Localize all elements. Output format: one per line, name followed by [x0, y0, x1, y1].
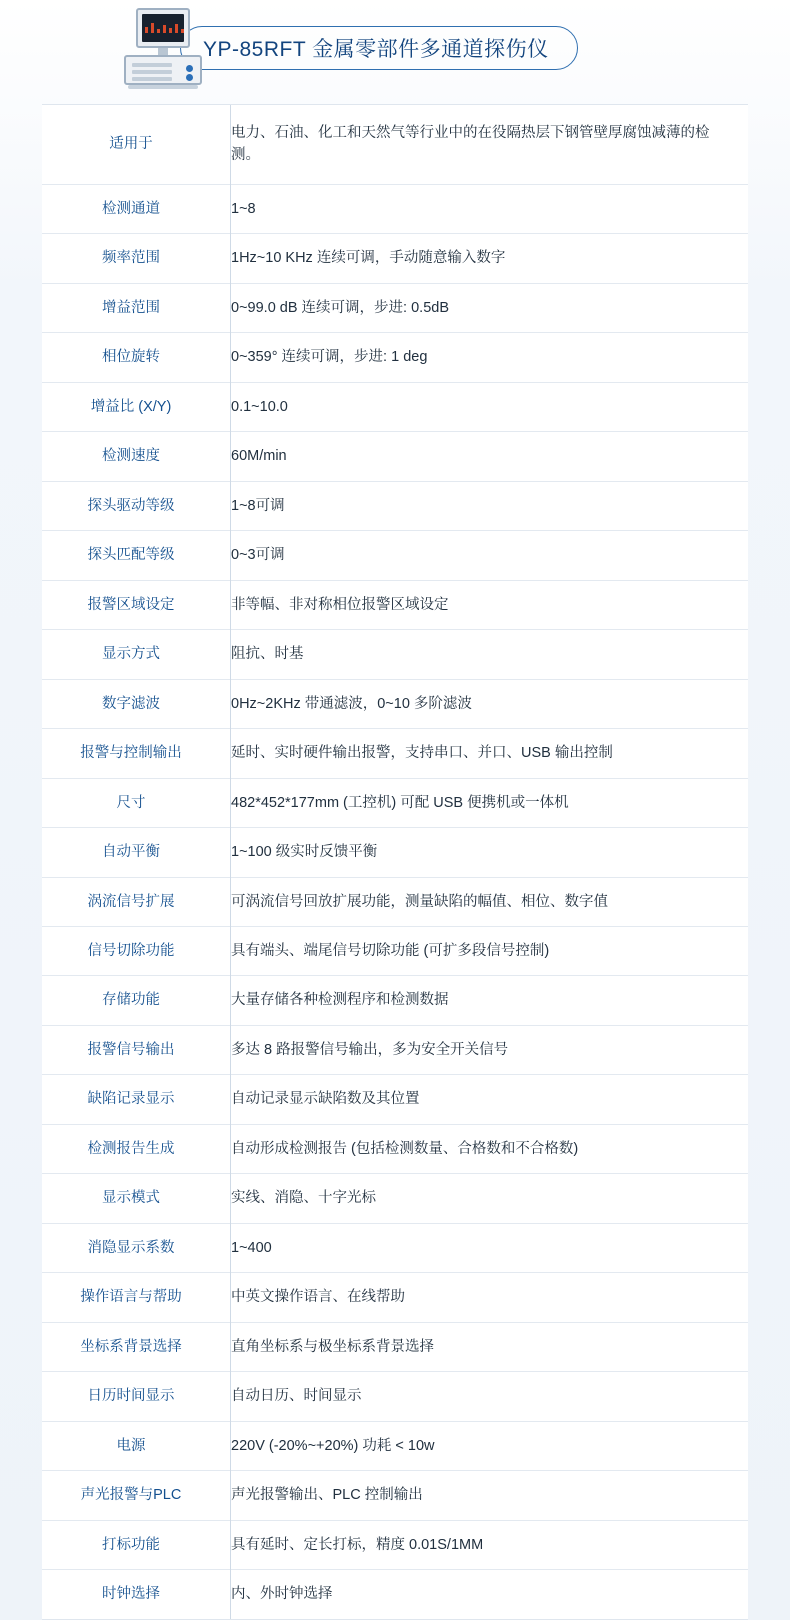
spec-value: 0Hz~2KHz 带通滤波，0~10 多阶滤波 — [231, 695, 472, 712]
spec-label: 时钟选择 — [42, 1570, 231, 1619]
spec-value: 大量存储各种检测程序和检测数据 — [231, 992, 449, 1009]
spec-label: 声光报警与PLC — [42, 1471, 231, 1520]
spec-value: 自动记录显示缺陷数及其位置 — [231, 1091, 420, 1108]
table-row — [42, 1223, 748, 1272]
spec-label: 自动平衡 — [42, 828, 231, 877]
monitor-screen-inner — [142, 14, 184, 42]
spec-value: 自动形成检测报告 (包括检测数量、合格数和不合格数) — [231, 1140, 579, 1157]
table-row — [42, 778, 748, 827]
table-row — [42, 828, 748, 877]
spec-value: 0.1~10.0 — [231, 398, 288, 415]
instrument-monitor-icon — [118, 8, 208, 90]
spec-label: 操作语言与帮助 — [42, 1273, 231, 1322]
spec-label: 探头驱动等级 — [42, 481, 231, 530]
spec-label: 打标功能 — [42, 1520, 231, 1569]
spec-value: 直角坐标系与极坐标系背景选择 — [231, 1338, 434, 1355]
spec-label: 缺陷记录显示 — [42, 1075, 231, 1124]
spec-value: 60M/min — [231, 448, 287, 465]
spec-value: 多达 8 路报警信号输出，多为安全开关信号 — [231, 1041, 509, 1058]
spec-value: 延时、实时硬件输出报警，支持串口、并口、USB 输出控制 — [231, 745, 613, 762]
spec-value: 0~3可调 — [231, 547, 285, 564]
table-row — [42, 1471, 748, 1520]
table-row — [42, 531, 748, 580]
spec-value: 1~400 — [231, 1239, 272, 1256]
spec-label: 存储功能 — [42, 976, 231, 1025]
spec-value: 0~99.0 dB 连续可调，步进: 0.5dB — [231, 299, 449, 316]
table-row — [42, 729, 748, 778]
spec-label: 相位旋转 — [42, 333, 231, 382]
spec-value: 阻抗、时基 — [231, 646, 304, 663]
spec-value: 0~359° 连续可调，步进: 1 deg — [231, 349, 428, 366]
spec-value: 482*452*177mm (工控机) 可配 USB 便携机或一体机 — [231, 794, 569, 811]
base-slot-1 — [132, 63, 172, 67]
page-title: YP-85RFT 金属零部件多通道探伤仪 — [180, 26, 578, 70]
spec-value: 1~8 — [231, 200, 256, 217]
base-slot-3 — [132, 77, 172, 81]
spec-label: 频率范围 — [42, 234, 231, 283]
table-row — [42, 1520, 748, 1569]
table-row — [42, 1174, 748, 1223]
waveform-graphic — [145, 23, 184, 33]
base-knob-1 — [186, 65, 193, 72]
instrument-base-unit — [124, 55, 202, 85]
spec-label: 日历时间显示 — [42, 1372, 231, 1421]
table-row — [42, 976, 748, 1025]
table-row — [42, 234, 748, 283]
spec-label: 信号切除功能 — [42, 926, 231, 975]
spec-value: 自动日历、时间显示 — [231, 1388, 362, 1405]
instrument-foot — [128, 85, 198, 89]
table-row — [42, 1124, 748, 1173]
spec-value: 内、外时钟选择 — [231, 1586, 333, 1603]
spec-label: 报警区域设定 — [42, 580, 231, 629]
table-row — [42, 105, 748, 184]
spec-label: 电源 — [42, 1421, 231, 1470]
spec-value: 具有端头、端尾信号切除功能 (可扩多段信号控制) — [231, 942, 550, 959]
spec-table — [42, 105, 748, 1619]
monitor-neck — [158, 48, 168, 55]
spec-label: 涡流信号扩展 — [42, 877, 231, 926]
spec-value: 非等幅、非对称相位报警区域设定 — [231, 596, 449, 613]
spec-label: 探头匹配等级 — [42, 531, 231, 580]
monitor-screen — [136, 8, 190, 48]
table-row — [42, 1372, 748, 1421]
spec-value: 实线、消隐、十字光标 — [231, 1190, 376, 1207]
base-slot-2 — [132, 70, 172, 74]
table-row — [42, 630, 748, 679]
spec-value: 1~8可调 — [231, 497, 285, 514]
spec-label: 增益范围 — [42, 283, 231, 332]
table-row — [42, 926, 748, 975]
base-knob-2 — [186, 74, 193, 81]
table-row — [42, 1273, 748, 1322]
table-row — [42, 333, 748, 382]
spec-label: 数字滤波 — [42, 679, 231, 728]
table-row — [42, 1075, 748, 1124]
spec-value: 可涡流信号回放扩展功能，测量缺陷的幅值、相位、数字值 — [231, 893, 608, 910]
spec-label: 报警与控制输出 — [42, 729, 231, 778]
spec-label: 尺寸 — [42, 778, 231, 827]
spec-label: 消隐显示系数 — [42, 1223, 231, 1272]
spec-label: 检测报告生成 — [42, 1124, 231, 1173]
page-header — [0, 0, 790, 96]
table-row — [42, 679, 748, 728]
spec-label: 检测速度 — [42, 432, 231, 481]
table-row — [42, 1570, 748, 1619]
table-row — [42, 1421, 748, 1470]
table-row — [42, 382, 748, 431]
spec-value: 声光报警输出、PLC 控制输出 — [231, 1487, 423, 1504]
spec-label: 检测通道 — [42, 184, 231, 233]
spec-label: 坐标系背景选择 — [42, 1322, 231, 1371]
table-row — [42, 184, 748, 233]
table-row — [42, 1025, 748, 1074]
table-row — [42, 1322, 748, 1371]
table-row — [42, 877, 748, 926]
spec-value: 具有延时、定长打标，精度 0.01S/1MM — [231, 1536, 484, 1553]
spec-label: 显示模式 — [42, 1174, 231, 1223]
spec-label: 显示方式 — [42, 630, 231, 679]
spec-label: 增益比 (X/Y) — [42, 382, 231, 431]
spec-value: 1Hz~10 KHz 连续可调，手动随意输入数字 — [231, 250, 506, 267]
spec-table-container — [42, 104, 748, 1620]
table-row — [42, 481, 748, 530]
spec-label: 报警信号输出 — [42, 1025, 231, 1074]
spec-value: 1~100 级实时反馈平衡 — [231, 844, 378, 861]
table-row — [42, 432, 748, 481]
table-row — [42, 283, 748, 332]
spec-value: 电力、石油、化工和天然气等行业中的在役隔热层下钢管壁厚腐蚀减薄的检测。 — [231, 125, 710, 164]
spec-value: 220V (-20%~+20%) 功耗 < 10w — [231, 1437, 435, 1454]
spec-value: 中英文操作语言、在线帮助 — [231, 1289, 405, 1306]
table-row — [42, 580, 748, 629]
spec-label: 适用于 — [42, 105, 231, 184]
